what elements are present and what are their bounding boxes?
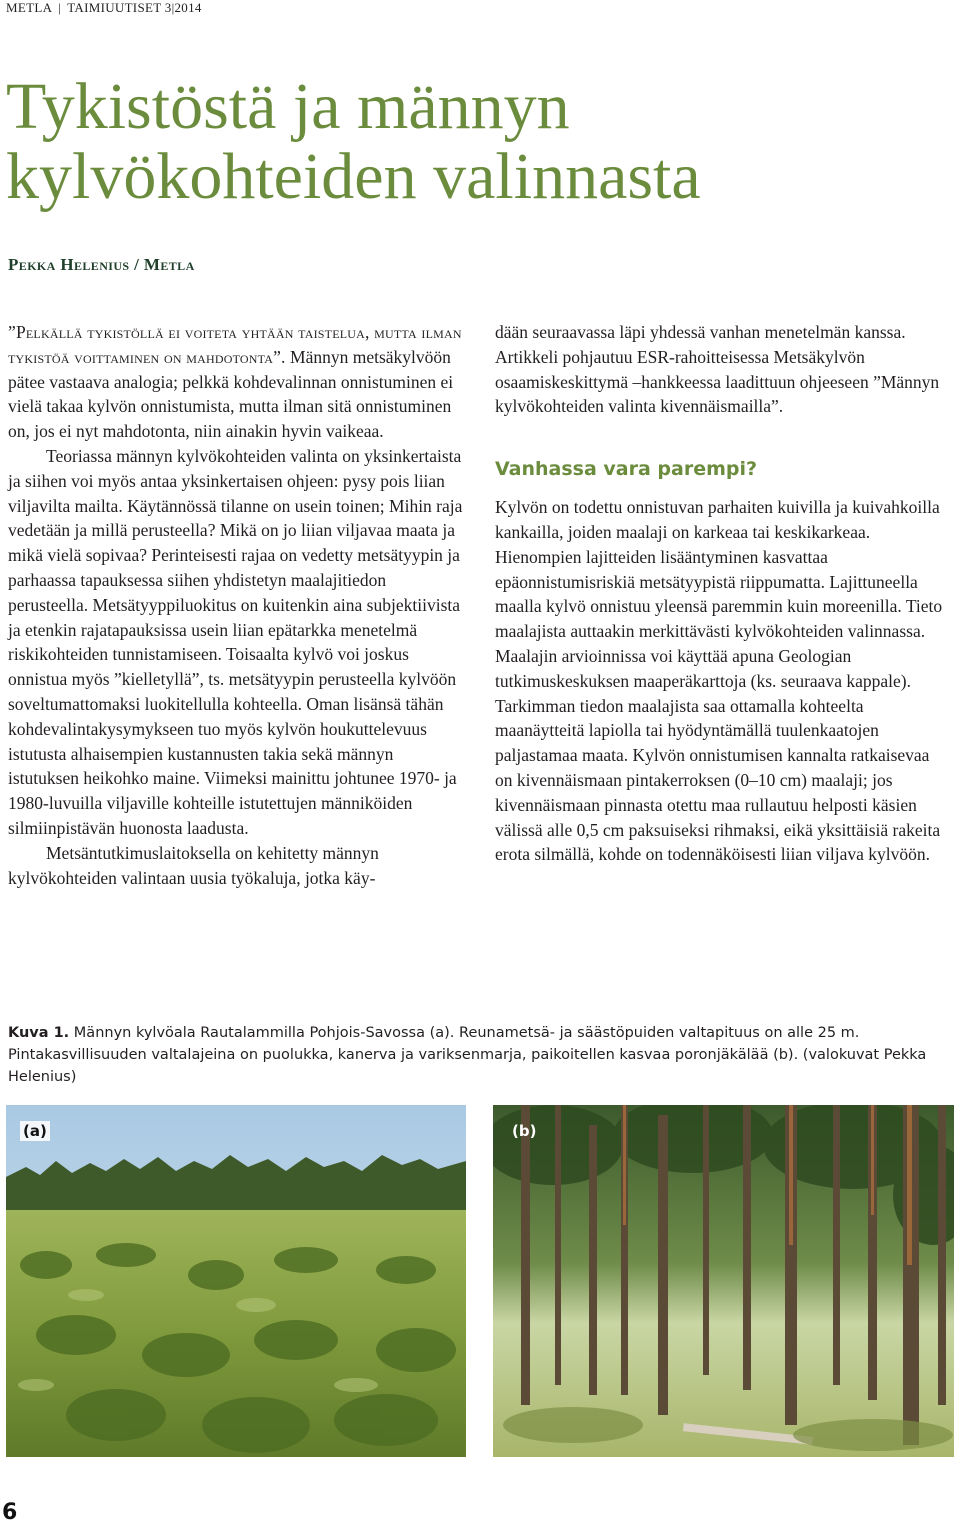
running-header: METLA | TAIMIUUTISET 3|2014	[6, 0, 202, 15]
page-number: 6	[2, 1500, 18, 1525]
photo-b-image	[493, 1105, 954, 1457]
paragraph-theory: Teoriassa männyn kylvökohteiden valinta on yksinkertaista ja siihen voi myös antaa yksinkertaisen ohjeen: pysy pois liian viljavilta mailta. Käytännössä tilanne on usein toinen; Mihin raja vedetään ja millä perusteella? Mikä on jo liian viljavaa maata ja mikä vielä sopivaa? Perinteisesti rajaa on vedetty metsätyypin ja parhaassa tapauksessa siihen yhdistetyn maalajitiedon perusteella. Metsätyyppiluokitus on kuitenkin aina subjektiivista ja etenkin rajatapauksissa usein liian epätarkka menetelmä riskikohteiden tunnistamiseen. Toisaalta kylvö voi joskus onnistua myös ”kielletyllä”, ts. metsätyypin perusteella kylvöön soveltumattomaksi luokitellulla kohteella. Oman lisänsä tähän kohdevalintakysymykseen tuo myös kylvön houkuttelevuus istutusta alhaisempien kustannusten takia sekä männyn istutuksen heikohko maine. Viimeksi mainittu johtunee 1970- ja 1980-luvuilla viljaville kohteille istutettujen männiköiden silmiinpistävän huonosta laadusta.	[8, 445, 463, 838]
header-year: 2014	[174, 0, 202, 15]
paragraph-metla-tools: Metsäntutkimuslaitoksella on kehitetty männyn kylvökohteiden valintaan uusia työkaluja, jotka käy-	[8, 842, 379, 888]
photo-a-image	[6, 1105, 466, 1457]
photo-a-seedlings	[6, 1105, 466, 1457]
article-author: Pekka Helenius / Metla	[8, 255, 195, 274]
header-publication: TAIMIUUTISET	[67, 0, 162, 15]
paragraph-soil: Kylvön on todettu onnistuvan parhaiten kuivilla ja kuivahkoilla kankailla, joiden maalaji on karkeaa tai keskikarkeaa. Hienompien lajitteiden lisääntyminen kasvattaa epäonnistumisriskiä metsätyypistä riippumatta. Lajittuneella maalla kylvö onnistuu yleensä paremmin kuin moreenilla. Tieto maalajista auttaakin merkittävästi kylvökohteiden valinnassa. Maalajin arvioinnissa voi käyttää apuna Geologian tutkimuskeskuksen maaperäkarttoja (ks. seuraava kappale). Tarkimman tiedon maalajista saa ottamalla kohteelta maanäytteitä lapiolla tai hyödyntämällä tuulenkaatojen paljastamaa maata. Kylvön onnistumisen kannalta ratkaisevaa on kivennäismaan pintakerroksen (0–10 cm) maalaji; jos kivennäismaan pinnasta otettu maa rullautuu helposti käsien välissä alle 0,5 cm paksuiseksi rihmaksi, eikä yksittäisiä rakeita erota silmällä, kohde on todennäköisesti liian viljava kylvöön.	[495, 497, 943, 865]
section-subheading: Vanhassa vara parempi?	[495, 458, 758, 481]
right-text-column	[495, 320, 950, 867]
header-separator: |	[58, 0, 62, 15]
paragraph-intro	[8, 320, 468, 444]
photo-b-pine-forest	[493, 1105, 954, 1457]
header-issue: 3	[164, 0, 172, 15]
intro-quote-lead: ”Pelkällä tykistöllä ei voiteta yhtään taistelua, mutta ilman tykistöä voittaminen on mahdotonta”.	[8, 322, 462, 367]
intro-paragraph-rest: Männyn metsäkylvöön pätee vastaava analogia; pelkkä kohdevalinnan onnistuminen ei vielä takaa kylvön onnistumista, mutta ilman sitä onnistuminen on, jos ei nyt mahdotonta, niin ainakin hyvin vaikeaa.	[8, 346, 454, 442]
header-brand: METLA	[6, 0, 53, 15]
left-text-column	[8, 320, 468, 890]
photo-a-label: (a)	[20, 1121, 50, 1141]
caption-label: Kuva 1.	[8, 1025, 70, 1041]
figure-caption	[8, 1022, 948, 1088]
photo-b-label: (b)	[512, 1122, 537, 1140]
paragraph-continuation: dään seuraavassa läpi yhdessä vanhan menetelmän kanssa. Artikkeli pohjautuu ESR-rahoitteisessa Metsäkylvön osaamiskeskittymä –hankkeessa laadittuun ohjeeseen ”Männyn kylvökohteiden valinta kivennäismailla”.	[495, 322, 940, 417]
caption-text: Männyn kylvöala Rautalammilla Pohjois-Savossa (a). Reunametsä- ja säästöpuiden valtapituus on alle 25 m. Pintakasvillisuuden valtalajeina on puolukka, kanerva ja variksenmarja, paikoitellen kasvaa poronjäkälää (b). (valokuvat Pekka Helenius)	[8, 1025, 927, 1085]
article-title: Tykistöstä ja männyn kylvökohteiden valinnasta	[6, 70, 701, 213]
